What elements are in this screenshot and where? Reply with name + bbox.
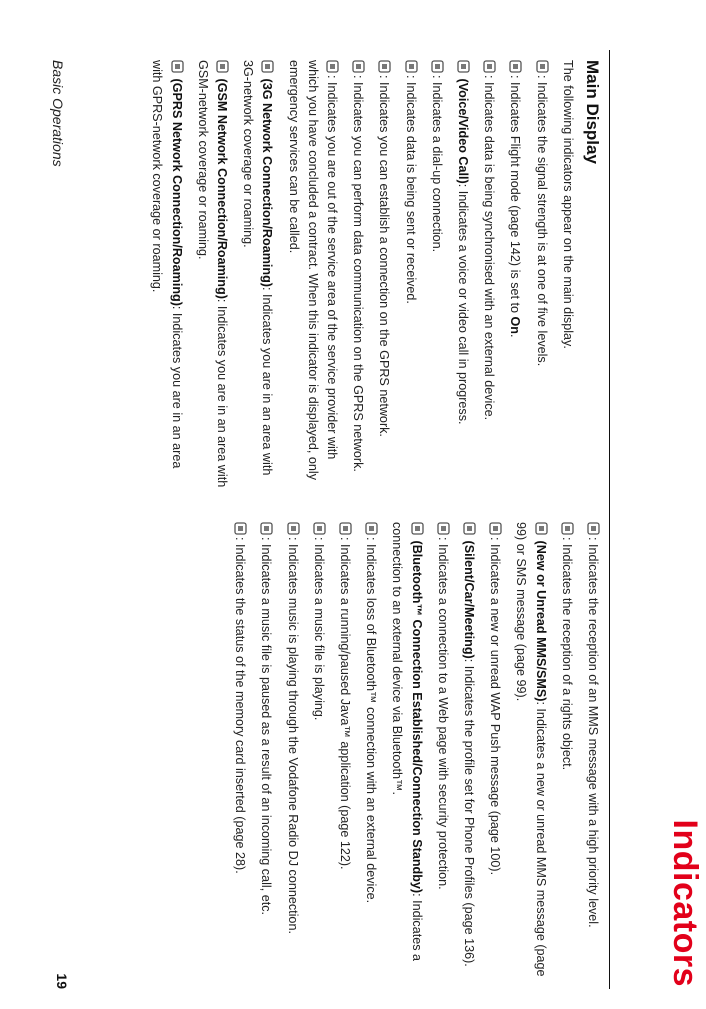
indicator-end: . xyxy=(508,334,523,338)
indicator-item xyxy=(256,522,275,988)
footer-section: Basic Operations xyxy=(50,60,66,167)
indicator-description: : Indicates Flight mode (page 142) is set to xyxy=(508,75,523,317)
secure-web-icon xyxy=(437,522,450,535)
indicator-description: : Indicates a voice or video call in progress. xyxy=(455,183,470,425)
indicator-description: : Indicates data is being synchronised with an external device. xyxy=(482,75,497,421)
indicator-description: : Indicates a new or unread WAP Push message (page 100). xyxy=(488,537,503,876)
indicator-description: : Indicates you can perform data communication on the GPRS network. xyxy=(351,75,366,472)
indicator-name: (GPRS Network Connection/Roaming) xyxy=(169,78,184,306)
gprs-active-icon xyxy=(352,60,365,73)
voice-video-call-icon xyxy=(457,60,470,73)
3g-network-icon xyxy=(261,60,274,73)
indicator-name: (Bluetooth™ Connection Established/Connection Standby) xyxy=(409,540,424,894)
indicator-description: : Indicates a music file is playing. xyxy=(311,537,326,721)
indicator-description: : Indicates the reception of an MMS message with a high priority level. xyxy=(586,537,600,928)
signal-strength-icon xyxy=(536,60,549,73)
indicator-description: : Indicates the reception of a rights object. xyxy=(559,537,574,771)
music-playing-icon xyxy=(313,522,326,535)
radio-dj-icon xyxy=(287,522,300,535)
page-title: Indicators xyxy=(666,819,704,987)
sync-icon xyxy=(483,60,496,73)
indicator-item xyxy=(531,60,550,490)
indicator-item xyxy=(335,522,354,988)
indicator-item xyxy=(583,522,602,988)
indicator-name: (Voice/Video Call) xyxy=(455,78,470,184)
indicator-item xyxy=(283,60,341,490)
indicator-item xyxy=(348,60,367,490)
out-of-service-icon xyxy=(326,60,339,73)
indicator-item xyxy=(238,60,276,490)
indicator-item xyxy=(453,60,472,490)
indicator-item xyxy=(374,60,393,490)
new-message-icon xyxy=(535,522,548,535)
indicator-item xyxy=(193,60,231,490)
page-number: 19 xyxy=(54,973,70,989)
indicator-item xyxy=(479,60,498,490)
indicator-description: : Indicates you can establish a connection on the GPRS network. xyxy=(377,75,392,437)
gprs-available-icon xyxy=(378,60,391,73)
main-display-section xyxy=(140,60,602,490)
bluetooth-lost-icon xyxy=(365,522,378,535)
bluetooth-icon xyxy=(411,522,424,535)
indicator-name: (New or Unread MMS/SMS) xyxy=(533,540,548,702)
indicator-item xyxy=(557,522,576,988)
indicator-description: : Indicates a new or unread MMS message (page 99) or SMS message (page 99). xyxy=(514,522,548,977)
indicator-list-left xyxy=(147,60,550,490)
indicator-setting: On xyxy=(508,316,523,335)
indicator-item xyxy=(433,522,452,988)
indicator-description: : Indicates the status of the memory card inserted (page 28). xyxy=(233,537,248,874)
indicator-description: : Indicates the signal strength is at one of five levels. xyxy=(534,75,549,367)
mms-priority-icon xyxy=(587,522,600,535)
music-paused-icon xyxy=(260,522,273,535)
indicator-description: : Indicates you are in an area with GPRS-network coverage or roaming. xyxy=(150,60,184,469)
indicator-description: : Indicates a dial-up connection. xyxy=(429,75,444,253)
indicator-description: : Indicates a music file is paused as a result of an incoming call, etc. xyxy=(259,537,274,915)
indicator-item xyxy=(309,522,328,988)
indicator-description: : Indicates you are out of the service area of the service provider with which you have concluded a contract. When this indicator is displayed, only emergency services can be called. xyxy=(286,60,339,481)
gprs-network-icon xyxy=(171,60,184,73)
indicator-item xyxy=(361,522,380,988)
indicator-item xyxy=(400,60,419,490)
header-rule xyxy=(609,50,610,989)
gsm-network-icon xyxy=(216,60,229,73)
indicator-item xyxy=(387,522,425,988)
indicator-description: : Indicates a connection to an external device via Bluetooth™. xyxy=(390,522,424,962)
data-transfer-icon xyxy=(405,60,418,73)
indicator-item xyxy=(282,522,301,988)
java-app-icon xyxy=(339,522,352,535)
indicator-description: : Indicates loss of Bluetooth™ connection with an external device. xyxy=(364,537,379,904)
indicator-description: : Indicates the profile set for Phone Profiles (page 136). xyxy=(461,658,476,967)
indicator-item xyxy=(459,522,478,988)
indicator-description: : Indicates a running/paused Java™ application (page 122). xyxy=(337,537,352,870)
dialup-icon xyxy=(431,60,444,73)
indicator-description: : Indicates you are in an area with 3G-network coverage or roaming. xyxy=(241,60,275,476)
indicator-item xyxy=(147,60,185,490)
wap-push-icon xyxy=(489,522,502,535)
memory-card-icon xyxy=(234,522,247,535)
rights-object-icon xyxy=(561,522,574,535)
indicator-name: (GSM Network Connection/Roaming) xyxy=(214,78,229,299)
indicator-item xyxy=(230,522,249,988)
indicator-item xyxy=(485,522,504,988)
indicator-list-right-items xyxy=(230,522,602,988)
indicator-item xyxy=(511,522,549,988)
indicator-name: (Silent/Car/Meeting) xyxy=(461,540,476,659)
indicator-name: (3G Network Connection/Roaming) xyxy=(260,78,275,288)
indicator-description: : Indicates music is playing through the Vodafone Radio DJ connection. xyxy=(285,537,300,934)
flight-mode-icon xyxy=(509,60,522,73)
indicator-list-right xyxy=(223,522,602,988)
indicator-description: : Indicates data is being sent or received. xyxy=(403,75,418,304)
indicator-description: : Indicates a connection to a Web page with security protection. xyxy=(435,537,450,890)
indicator-item xyxy=(505,60,524,490)
section-intro: The following indicators appear on the main display. xyxy=(560,60,575,349)
indicator-description: : Indicates you are in an area with GSM-network coverage or roaming. xyxy=(195,60,229,488)
indicator-item xyxy=(427,60,446,490)
section-heading: Main Display xyxy=(583,60,602,164)
profile-icon xyxy=(463,522,476,535)
